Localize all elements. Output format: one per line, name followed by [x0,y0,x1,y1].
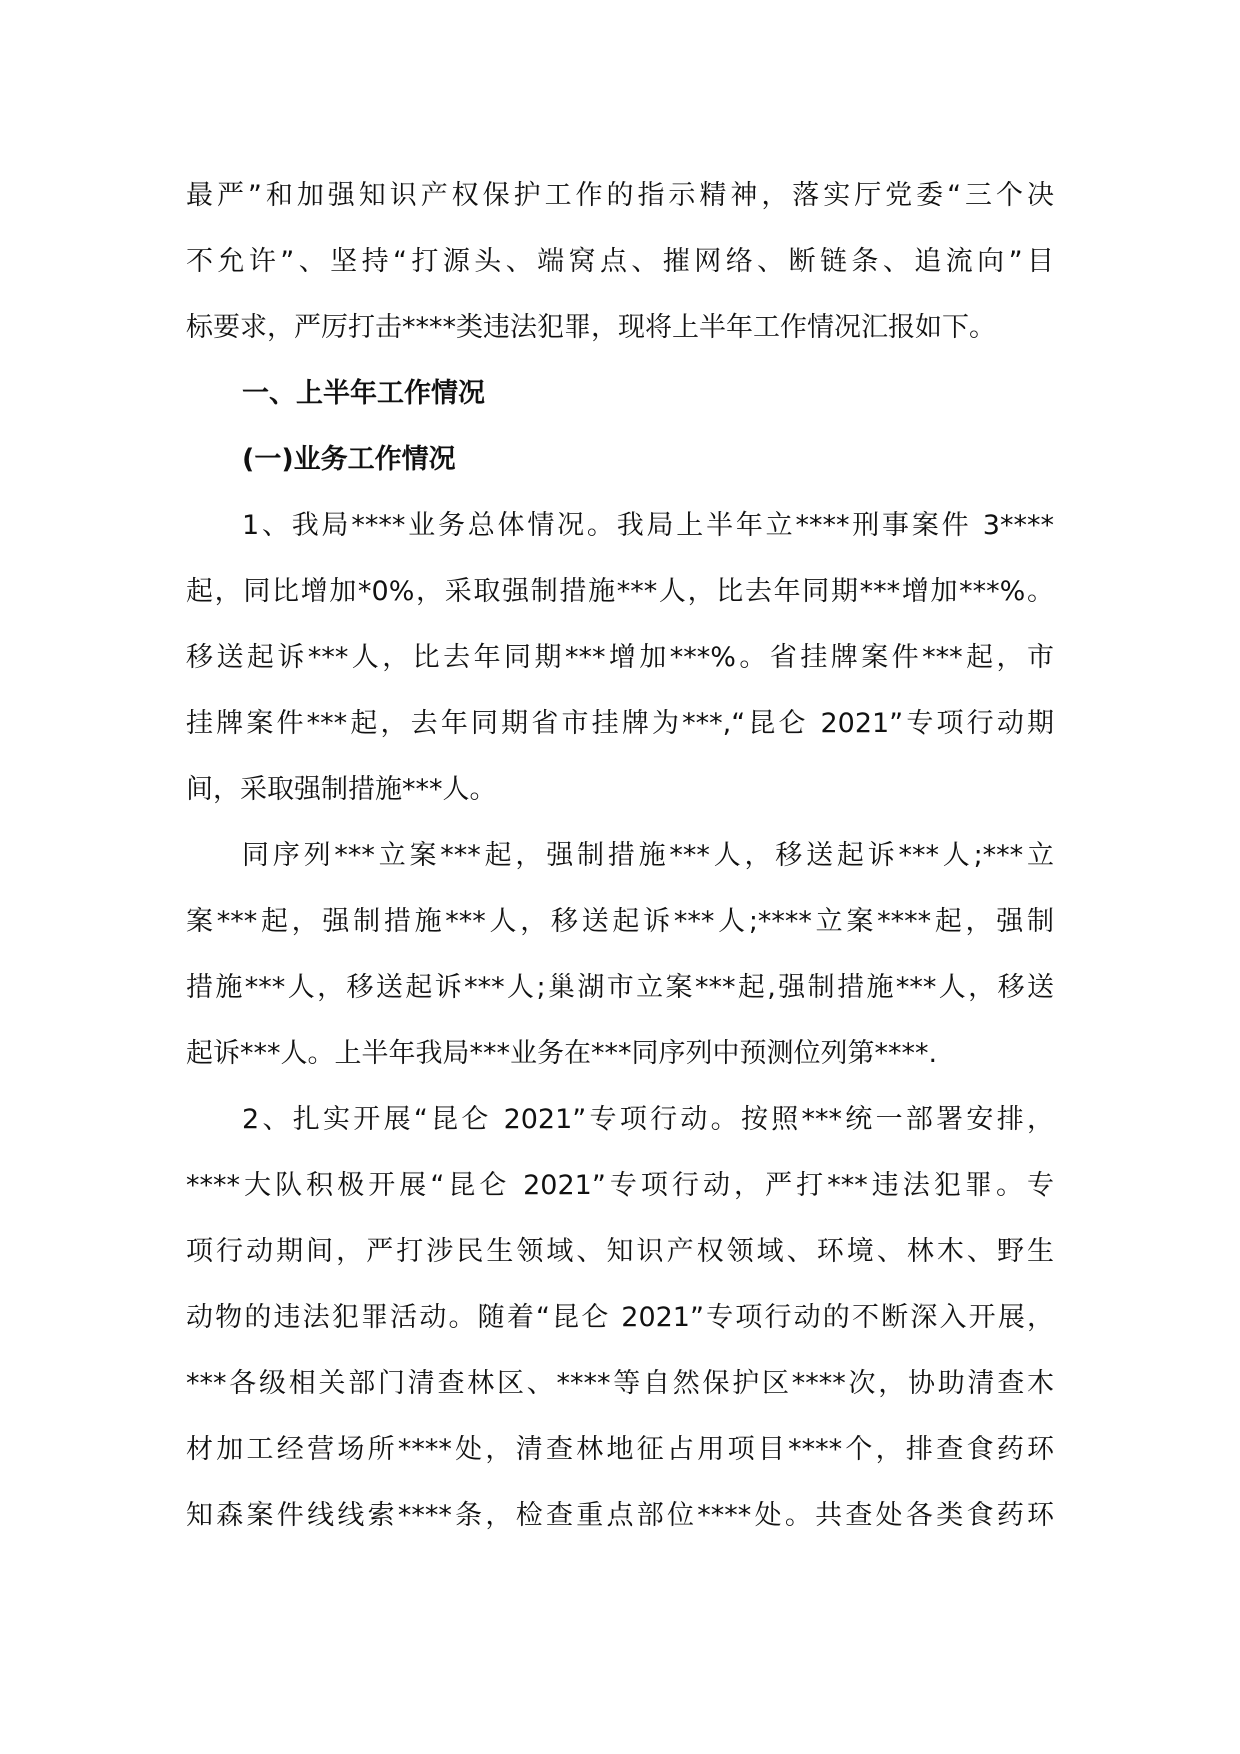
text-line: 动物的违法犯罪活动。随着“昆仑 2021”专项行动的不断深入开展， [186,1302,1054,1333]
text-line: 起，同比增加*0%，采取强制措施***人，比去年同期***增加***%。 [186,576,1054,607]
text-line: 2、扎实开展“昆仑 2021”专项行动。按照***统一部署安排， [242,1104,1054,1135]
text-line: 挂牌案件***起，去年同期省市挂牌为***,“昆仑 2021”专项行动期 [186,708,1054,739]
text-line: 措施***人，移送起诉***人;巢湖市立案***起,强制措施***人，移送 [186,972,1054,1003]
text-line: 同序列***立案***起，强制措施***人，移送起诉***人;***立 [242,840,1054,871]
text-line: 案***起，强制措施***人，移送起诉***人;****立案****起，强制 [186,906,1054,937]
text-line: 最严”和加强知识产权保护工作的指示精神，落实厅党委“三个决 [186,180,1054,211]
subsection-heading: (一)业务工作情况 [242,444,456,475]
text-line: 材加工经营场所****处，清查林地征占用项目****个，排查食药环 [186,1434,1054,1465]
intro-paragraph [186,163,1054,361]
document-body [186,163,1054,1549]
paragraph-3 [186,1087,1054,1549]
text-line: 移送起诉***人，比去年同期***增加***%。省挂牌案件***起，市 [186,642,1054,673]
text-line: 不允许”、坚持“打源头、端窝点、摧网络、断链条、追流向”目 [186,246,1054,277]
text-line: 标要求，严厉打击****类违法犯罪，现将上半年工作情况汇报如下。 [186,312,996,343]
text-line: ***各级相关部门清查林区、****等自然保护区****次，协助清查木 [186,1368,1054,1399]
paragraph-1 [186,493,1054,823]
text-line: 项行动期间，严打涉民生领域、知识产权领域、环境、林木、野生 [186,1236,1054,1267]
text-line: 间，采取强制措施***人。 [186,774,497,805]
text-line: 起诉***人。上半年我局***业务在***同序列中预测位列第****. [186,1038,938,1069]
text-line: 1、我局****业务总体情况。我局上半年立****刑事案件 3**** [242,510,1054,541]
text-line: ****大队积极开展“昆仑 2021”专项行动，严打***违法犯罪。专 [186,1170,1054,1201]
section-heading: 一、上半年工作情况 [242,378,485,409]
paragraph-2 [186,823,1054,1087]
text-line: 知森案件线线索****条，检查重点部位****处。共查处各类食药环 [186,1500,1054,1531]
